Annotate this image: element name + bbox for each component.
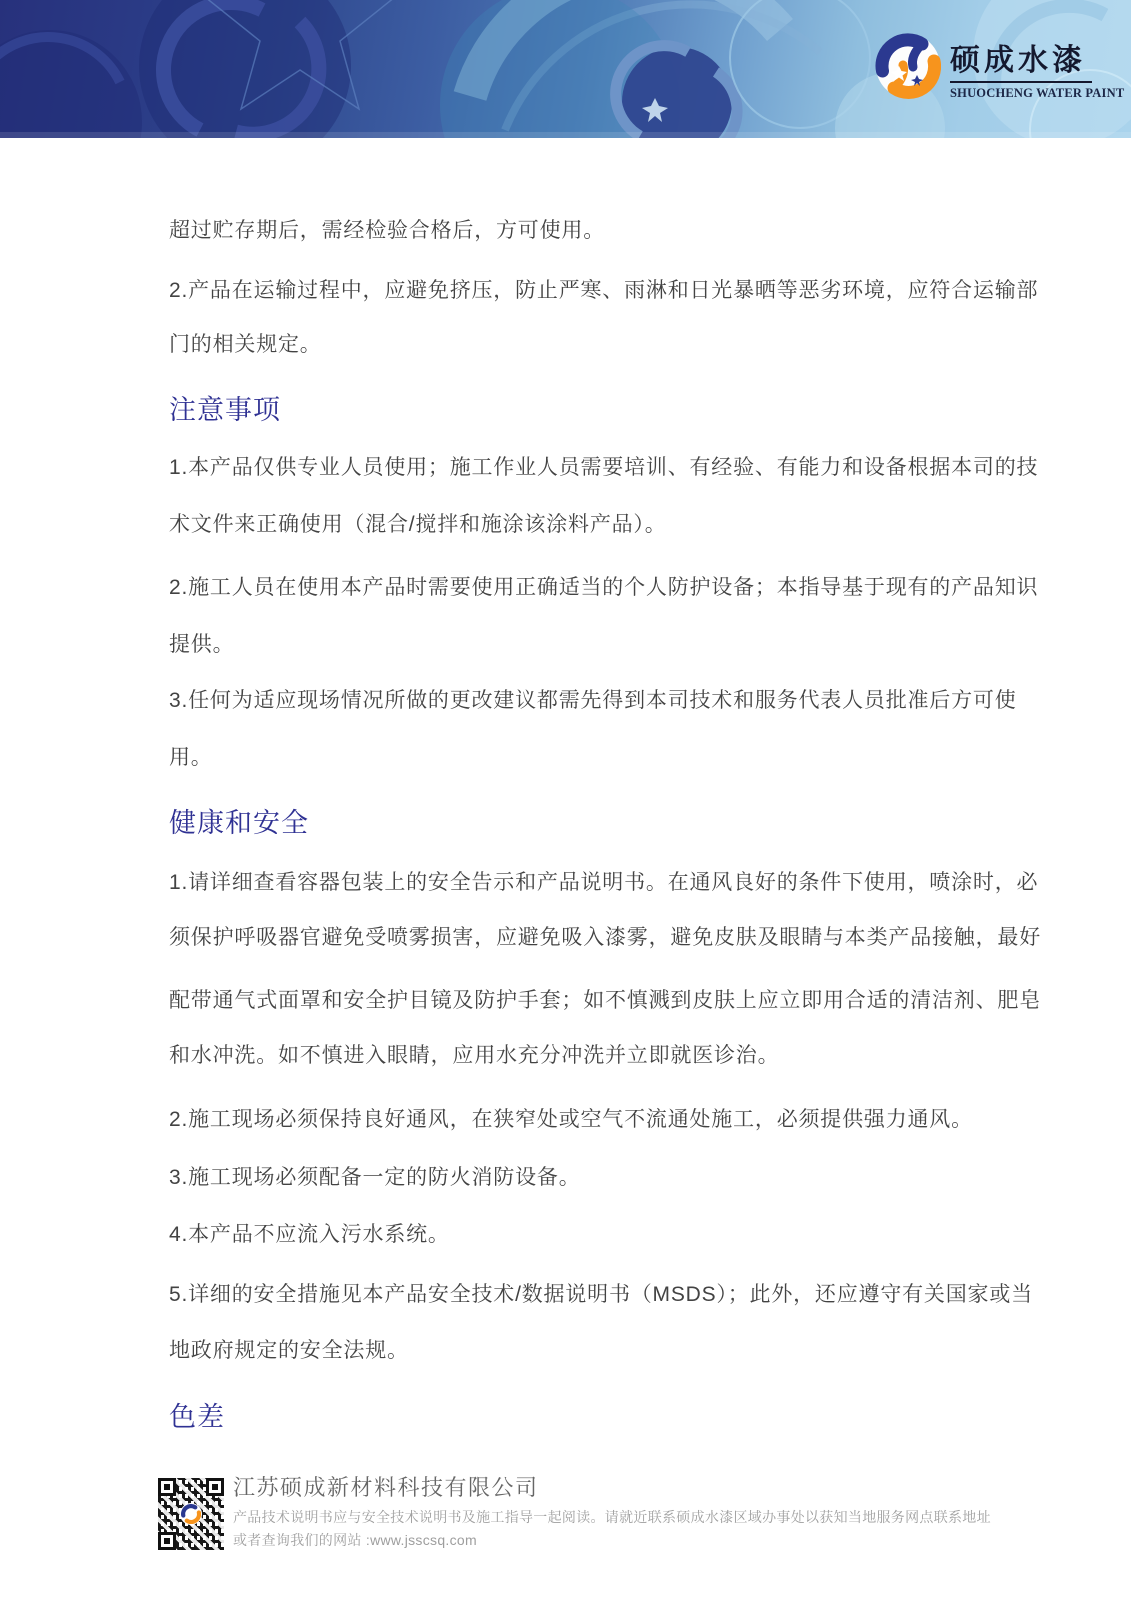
paragraph-line: 2.施工人员在使用本产品时需要使用正确适当的个人防护设备；本指导基于现有的产品知识 bbox=[169, 576, 1039, 599]
paragraph-line: 5.详细的安全措施见本产品安全技术/数据说明书（MSDS）；此外，还应遵守有关国家或当 bbox=[169, 1283, 1033, 1306]
qr-finder-icon bbox=[158, 1478, 176, 1496]
brand-title: 硕成水漆 bbox=[950, 44, 1086, 77]
shuocheng-logo-icon bbox=[875, 33, 941, 99]
paragraph-line: 4.本产品不应流入污水系统。 bbox=[169, 1223, 450, 1246]
paragraph-line: 3.任何为适应现场情况所做的更改建议都需先得到本司技术和服务代表人员批准后方可使 bbox=[169, 689, 1017, 712]
section-heading-precautions: 注意事项 bbox=[169, 395, 281, 425]
footer-notes bbox=[233, 1506, 1033, 1552]
qr-code bbox=[158, 1478, 224, 1550]
paragraph-line: 术文件来正确使用（混合/搅拌和施涂该涂料产品）。 bbox=[169, 513, 667, 536]
company-name: 江苏硕成新材料科技有限公司 bbox=[233, 1475, 539, 1500]
paragraph-line: 配带通气式面罩和安全护目镜及防护手套；如不慎溅到皮肤上应立即用合适的清洁剂、肥皂 bbox=[169, 989, 1041, 1012]
section-heading-color-difference: 色差 bbox=[169, 1402, 225, 1432]
paragraph-line: 1.请详细查看容器包装上的安全告示和产品说明书。在通风良好的条件下使用，喷涂时，必 bbox=[169, 871, 1039, 894]
brand-subtitle: SHUOCHENG WATER PAINT bbox=[950, 86, 1125, 100]
qr-finder-icon bbox=[158, 1532, 176, 1550]
paragraph-line: 地政府规定的安全法规。 bbox=[169, 1339, 409, 1362]
paragraph-line: 提供。 bbox=[169, 633, 235, 656]
paragraph-line: 2.产品在运输过程中，应避免挤压，防止严寒、雨淋和日光暴晒等恶劣环境，应符合运输部 bbox=[169, 279, 1039, 302]
paragraph-line: 用。 bbox=[169, 746, 213, 769]
paragraph-line: 和水冲洗。如不慎进入眼睛，应用水充分冲洗并立即就医诊治。 bbox=[169, 1044, 780, 1067]
paragraph-line: 2.施工现场必须保持良好通风，在狭窄处或空气不流通处施工，必须提供强力通风。 bbox=[169, 1108, 973, 1131]
paragraph-line: 3.施工现场必须配备一定的防火消防设备。 bbox=[169, 1166, 581, 1189]
paragraph-line: 1.本产品仅供专业人员使用；施工作业人员需要培训、有经验、有能力和设备根据本司的技 bbox=[169, 456, 1039, 479]
qr-center-logo-icon bbox=[180, 1503, 202, 1525]
section-heading-health-and-safety: 健康和安全 bbox=[169, 808, 309, 838]
footer-note-line: 产品技术说明书应与安全技术说明书及施工指导一起阅读。请就近联系硕成水漆区域办事处以获知当地服务网点联系地址 bbox=[233, 1509, 991, 1525]
qr-finder-icon bbox=[206, 1478, 224, 1496]
footer-note-line: 或者查询我们的网站 :www.jsscsq.com bbox=[233, 1532, 477, 1548]
paragraph-line: 门的相关规定。 bbox=[169, 333, 322, 356]
paragraph-line: 须保护呼吸器官避免受喷雾损害，应避免吸入漆雾，避免皮肤及眼睛与本类产品接触，最好 bbox=[169, 926, 1041, 949]
paragraph-line: 超过贮存期后，需经检验合格后，方可使用。 bbox=[169, 219, 605, 242]
header-banner bbox=[0, 0, 1131, 138]
brand-logo bbox=[875, 33, 1124, 101]
brand-divider bbox=[950, 81, 1092, 83]
